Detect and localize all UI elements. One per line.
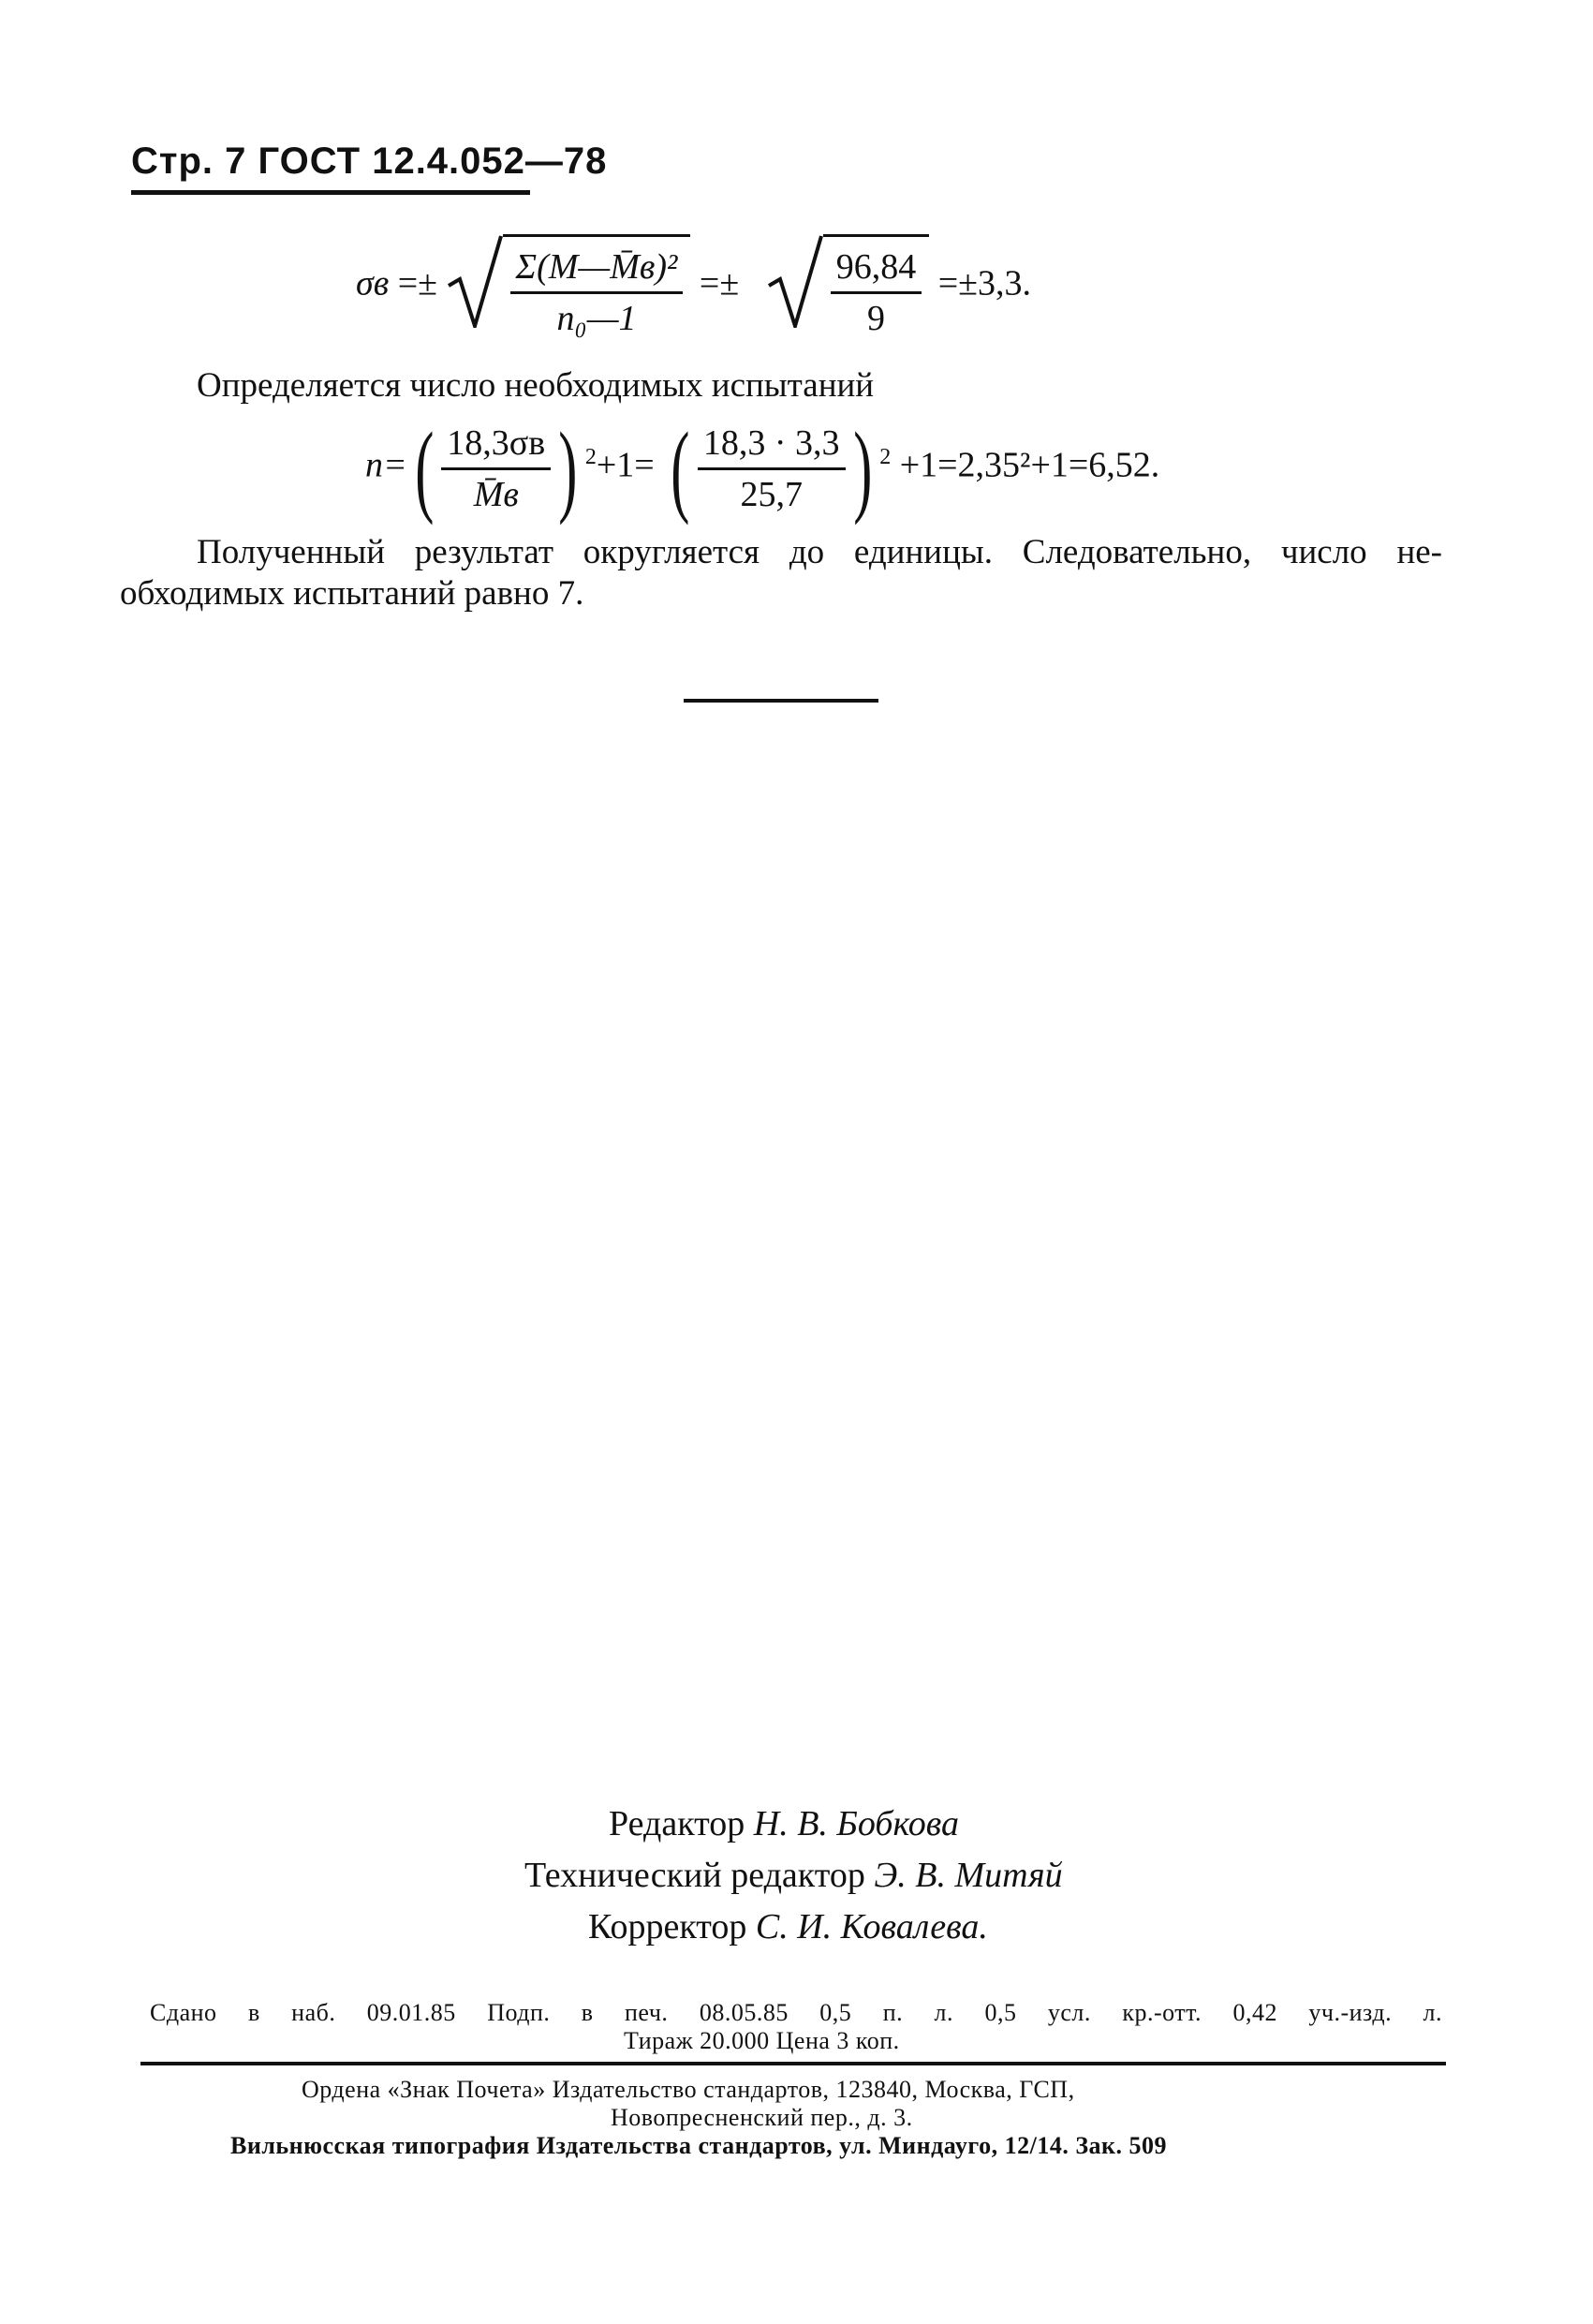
sigma-eq2: =±: [699, 263, 740, 303]
paragraph-1: Определяется число необходимых испытаний: [197, 366, 875, 405]
tech-editor-name: Э. В. Митяй: [874, 1856, 1063, 1895]
n-result: +1=2,35²+1=6,52.: [899, 445, 1160, 485]
corrector-label: Корректор: [588, 1907, 747, 1947]
section-divider: [684, 699, 878, 703]
n-num2: 18,3 · 3,3: [698, 422, 846, 470]
imprint-line-1: Сдано в наб. 09.01.85 Подп. в печ. 08.05.85 0,5 п. л. 0,5 усл. кр.-отт. 0,42 уч.-изд. л.: [150, 1999, 1442, 2026]
left-paren: (: [414, 411, 435, 525]
sigma-num2: 96,84: [831, 246, 922, 294]
editor-name: Н. В. Бобкова: [753, 1804, 960, 1843]
formula-sigma: [356, 234, 1031, 339]
credits-editor: [609, 1799, 959, 1850]
left-paren-2: (: [671, 411, 690, 525]
n-num: 18,3σв: [441, 422, 551, 470]
header-rule: [131, 190, 530, 195]
sigma-den2: 9: [866, 299, 885, 338]
right-paren: ): [558, 411, 578, 525]
page-header: Стр. 7 ГОСТ 12.4.052—78: [131, 141, 608, 182]
sigma-result: =±3,3.: [937, 263, 1032, 303]
sigma-eq: =±: [397, 263, 438, 303]
paragraph-2-line2: обходимых испытаний равно 7.: [120, 574, 584, 613]
imprint-line-4: Новопресненский пер., д. 3.: [611, 2104, 913, 2131]
credits-corrector: [588, 1902, 988, 1953]
corrector-name: С. И. Ковалева.: [755, 1907, 988, 1947]
imprint-line-5: Вильнюсская типография Издательства стандартов, ул. Миндауго, 12/14. Зак. 509: [230, 2132, 1168, 2159]
n-plus1: +1=: [596, 445, 655, 485]
radical-sign-icon: [447, 234, 503, 328]
sigma-lhs: σв: [356, 263, 390, 303]
exp-2: 2: [584, 445, 597, 470]
radical-sign-icon: [767, 234, 823, 328]
imprint-line-2: Тираж 20.000 Цена 3 коп.: [624, 2027, 900, 2054]
imprint-rule: [140, 2062, 1446, 2065]
editor-label: Редактор: [609, 1804, 745, 1843]
paragraph-2-line1: Полученный результат округляется до единицы. Следовательно, число не-: [197, 533, 1442, 571]
formula-n: [365, 411, 1160, 525]
right-paren-2: ): [852, 411, 872, 525]
sqrt-2: [767, 234, 930, 339]
sigma-num: Σ(M—M̄в)²: [510, 246, 684, 294]
n-lhs: n=: [365, 445, 407, 485]
sqrt-1: [447, 234, 691, 339]
n-den2: 25,7: [740, 474, 803, 514]
credits-tech-editor: [524, 1850, 1063, 1902]
n-den: M̄в: [473, 474, 519, 514]
tech-editor-label: Технический редактор: [524, 1856, 865, 1895]
sigma-den: n₀—1: [556, 299, 637, 338]
exp-2b: 2: [879, 445, 892, 470]
imprint-line-3: Ордена «Знак Почета» Издательство стандартов, 123840, Москва, ГСП,: [302, 2076, 1075, 2103]
